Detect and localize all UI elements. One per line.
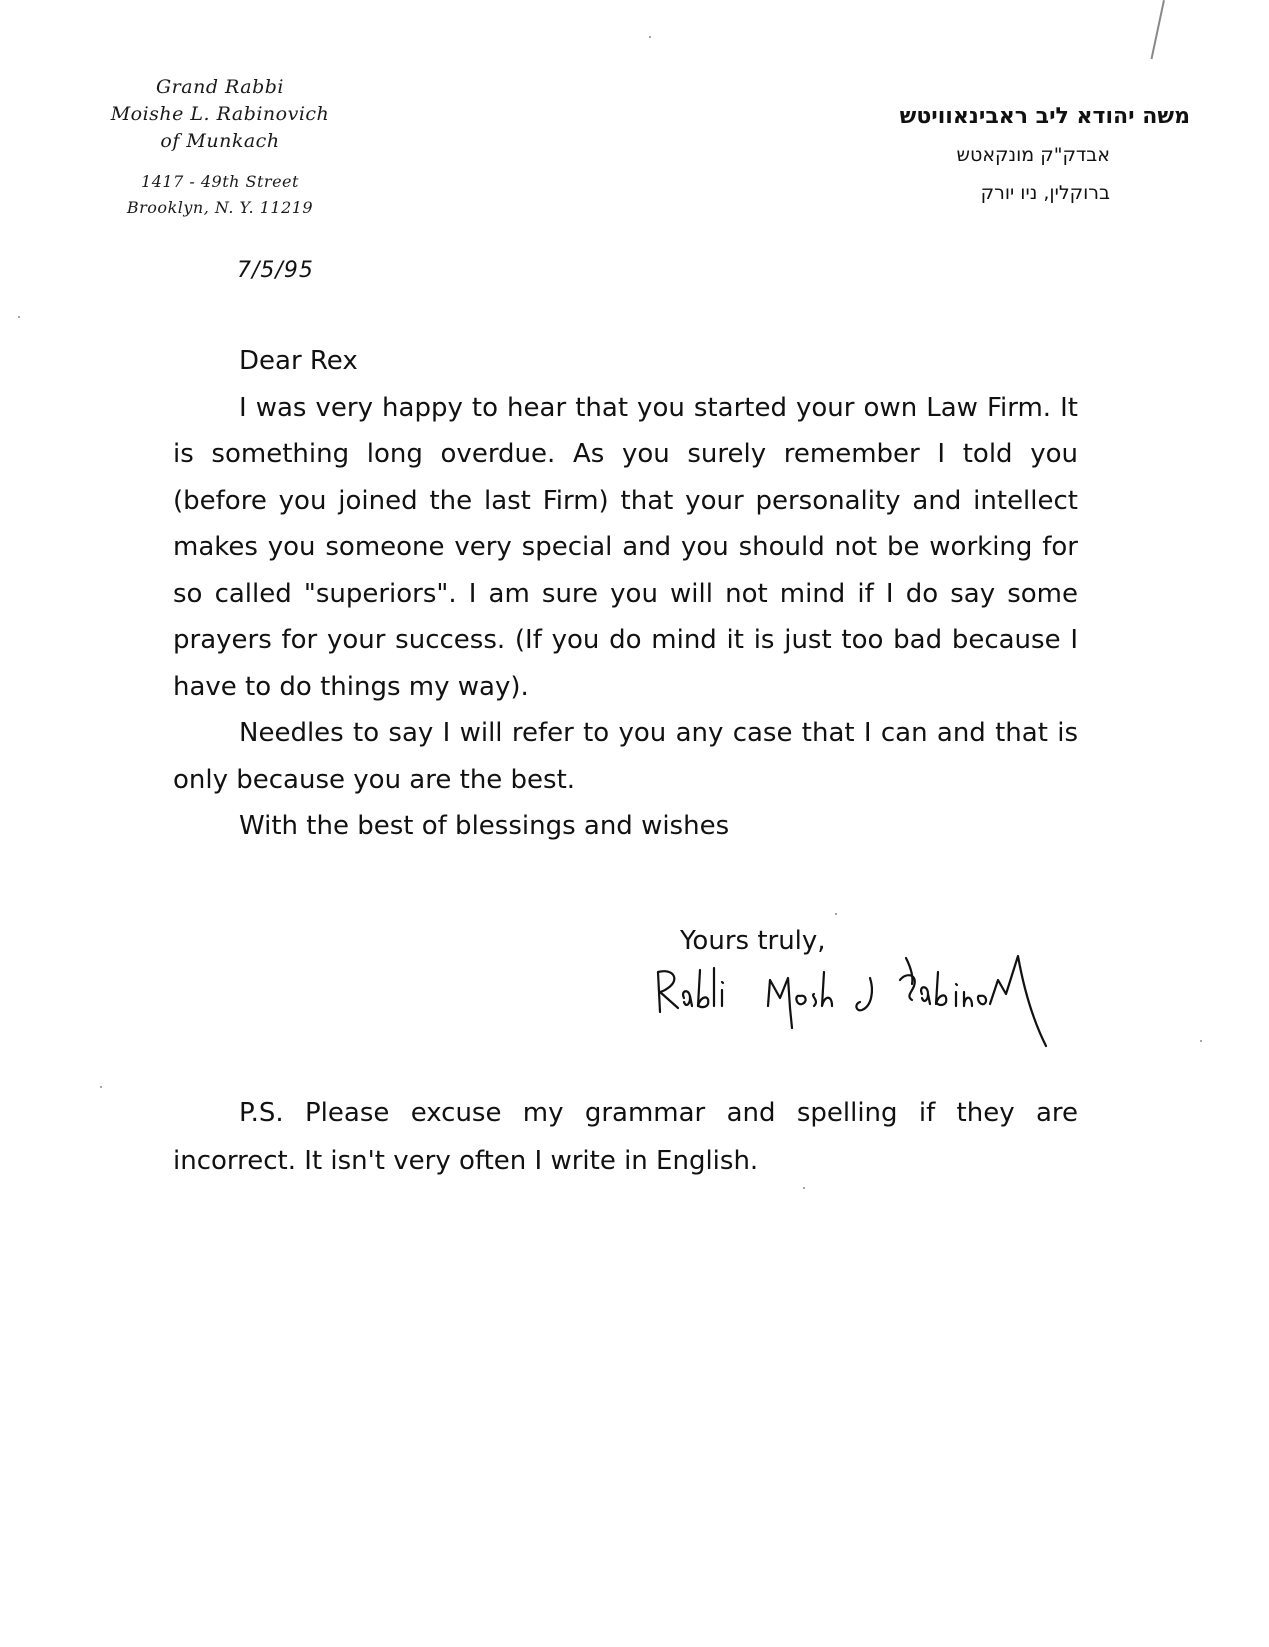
scan-speck [1200,1040,1202,1042]
letterhead-hebrew-city: ברוקלין, ניו יורק [980,182,1110,204]
postscript: P.S. Please excuse my grammar and spelling if they are incorrect. It isn't very often I write in English. [173,1098,1078,1176]
letterhead-title: Grand Rabbi [156,76,284,98]
letterhead-street: 1417 - 49th Street [141,172,299,191]
scan-speck [18,316,20,318]
letter-date: 7/5/95 [237,258,314,283]
body-paragraph-1: I was very happy to hear that you started your own Law Firm. It is something long overdue. As you surely remember I told you (before you joined the last Firm) that your personality and intellect makes you someone very special and you should not be working for so called "superiors". I am sure you will not mind if I do say some prayers for your success. (If you do mind it is just too bad because I have to do things my way). [173,392,1078,702]
letter-body [173,338,1078,850]
letterhead-city: Brooklyn, N. Y. 11219 [126,198,314,217]
letterhead-hebrew-name: משה יהודא ליב ראבינאוויטש [899,104,1190,129]
letterhead-location: of Munkach [160,130,280,152]
scan-speck [835,913,837,915]
sign-off: Yours truly, [680,926,826,956]
handwritten-signature [650,950,1080,1070]
letterhead-hebrew-title: אבדק"ק מונקאטש [956,144,1110,166]
salutation: Dear Rex [239,346,358,376]
body-paragraph-2: Needles to say I will refer to you any case that I can and that is only because you are the best. [173,718,1078,795]
letterhead-hebrew [820,100,1190,210]
scan-speck [803,1187,805,1189]
closing-line: With the best of blessings and wishes [239,811,730,841]
letterhead-name: Moishe L. Rabinovich [110,103,330,125]
scan-speck [100,1086,102,1088]
scan-artifact-line [1151,0,1165,59]
letterhead-english [70,74,370,221]
scan-speck [649,36,651,38]
